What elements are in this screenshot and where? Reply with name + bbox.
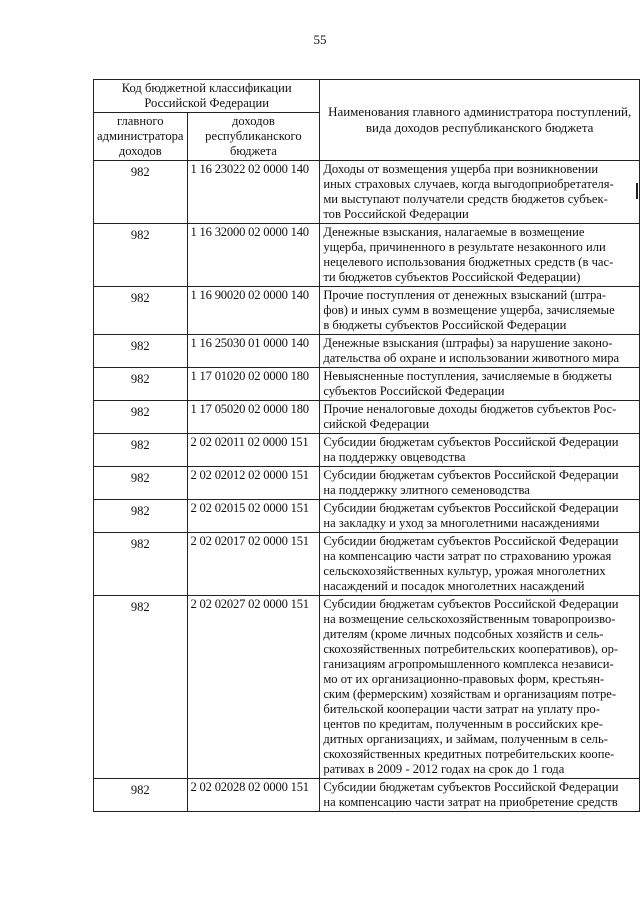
income-code-cell: 1 16 25030 01 0000 140 [187, 335, 320, 368]
income-name-line: дитных организациях, и займам, полученным в сель- [323, 732, 608, 746]
income-name-cell [320, 533, 640, 596]
header-group-code: Код бюджетной классификации Российской Федерации [94, 80, 320, 113]
income-name-line: на поддержку овцеводства [323, 450, 466, 464]
income-name-line: Прочие поступления от денежных взысканий (штра- [323, 288, 607, 302]
income-name-line: сельскохозяйственных культур, урожая многолетних [323, 564, 606, 578]
budget-classification-table [93, 79, 640, 812]
table-row [94, 401, 640, 434]
admin-code-cell: 982 [94, 224, 188, 287]
income-code-cell: 1 16 90020 02 0000 140 [187, 287, 320, 335]
income-name-line: Субсидии бюджетам субъектов Российской Федерации [323, 501, 619, 515]
income-name-line: скохозяйственных кредитных потребительских коопе- [323, 747, 615, 761]
table-row [94, 368, 640, 401]
income-code-cell: 1 17 01020 02 0000 180 [187, 368, 320, 401]
income-name-line: субъектов Российской Федерации [323, 384, 505, 398]
income-name-line: Субсидии бюджетам субъектов Российской Федерации [323, 534, 619, 548]
income-name-line: центов по кредитам, полученным в российских кре- [323, 717, 603, 731]
income-name-line: ти бюджетов субъектов Российской Федерации) [323, 270, 581, 284]
income-name-line: Доходы от возмещения ущерба при возникновении [323, 162, 599, 176]
income-name-line: Субсидии бюджетам субъектов Российской Федерации [323, 435, 619, 449]
income-name-line: в бюджеты субъектов Российской Федерации [323, 318, 567, 332]
admin-code-cell: 982 [94, 779, 188, 812]
income-name-line: дителям (кроме личных подсобных хозяйств и сель- [323, 627, 604, 641]
income-name-cell [320, 368, 640, 401]
income-name-cell [320, 596, 640, 779]
income-name-line: на поддержку элитного семеноводства [323, 483, 530, 497]
income-name-cell [320, 335, 640, 368]
table-row [94, 335, 640, 368]
admin-code-cell: 982 [94, 335, 188, 368]
income-code-cell: 1 16 32000 02 0000 140 [187, 224, 320, 287]
admin-code-cell: 982 [94, 467, 188, 500]
income-code-cell: 2 02 02015 02 0000 151 [187, 500, 320, 533]
income-name-cell [320, 161, 640, 224]
income-name-line: иных страховых случаев, когда выгодоприобретателя- [323, 177, 614, 191]
admin-code-cell: 982 [94, 434, 188, 467]
table-row [94, 161, 640, 224]
table-row [94, 224, 640, 287]
income-name-line: Невыясненные поступления, зачисляемые в бюджеты [323, 369, 612, 383]
income-name-line: сийской Федерации [323, 417, 430, 431]
income-code-cell: 2 02 02028 02 0000 151 [187, 779, 320, 812]
table-row [94, 596, 640, 779]
header-income-column: доходов республиканского бюджета [187, 113, 320, 161]
income-name-line: на закладку и уход за многолетними насаждениями [323, 516, 600, 530]
income-name-line: на компенсацию части затрат по страхованию урожая [323, 549, 612, 563]
income-name-line: мо от их организационно-правовых форм, крестьян- [323, 672, 605, 686]
income-code-cell: 2 02 02027 02 0000 151 [187, 596, 320, 779]
income-code-cell: 2 02 02012 02 0000 151 [187, 467, 320, 500]
admin-code-cell: 982 [94, 368, 188, 401]
income-code-cell: 1 17 05020 02 0000 180 [187, 401, 320, 434]
income-name-line: ми выступают получатели средств бюджетов субъек- [323, 192, 608, 206]
income-name-cell [320, 467, 640, 500]
income-name-cell [320, 287, 640, 335]
income-name-line: ским (фермерским) хозяйствам и организациям потре- [323, 687, 617, 701]
page-number: 55 [313, 32, 327, 47]
income-name-line: ганизациям агропромышленного комплекса независи- [323, 657, 614, 671]
income-name-line: Прочие неналоговые доходы бюджетов субъектов Рос- [323, 402, 617, 416]
income-name-line: фов) и иных сумм в возмещение ущерба, зачисляемые [323, 303, 615, 317]
table-row [94, 533, 640, 596]
admin-code-cell: 982 [94, 596, 188, 779]
income-name-line: бительской кооперации части затрат на уплату про- [323, 702, 600, 716]
income-code-cell: 1 16 23022 02 0000 140 [187, 161, 320, 224]
income-code-cell: 2 02 02011 02 0000 151 [187, 434, 320, 467]
income-name-line: тов Российской Федерации [323, 207, 469, 221]
income-name-line: на компенсацию части затрат на приобретение средств [323, 795, 618, 809]
admin-code-cell: 982 [94, 287, 188, 335]
income-name-line: ративах в 2009 - 2012 годах на срок до 1 года [323, 762, 565, 776]
income-name-line: Субсидии бюджетам субъектов Российской Федерации [323, 468, 619, 482]
admin-code-cell: 982 [94, 401, 188, 434]
income-name-line: Субсидии бюджетам субъектов Российской Федерации [323, 780, 619, 794]
admin-code-cell: 982 [94, 161, 188, 224]
income-name-cell [320, 500, 640, 533]
admin-code-cell: 982 [94, 500, 188, 533]
income-name-line: на возмещение сельскохозяйственным товаропроизво- [323, 612, 616, 626]
income-name-cell [320, 434, 640, 467]
income-name-line: Денежные взыскания (штрафы) за нарушение законо- [323, 336, 613, 350]
table-row [94, 467, 640, 500]
income-name-line: ущерба, причиненного в результате незаконного или [323, 240, 606, 254]
income-name-line: Субсидии бюджетам субъектов Российской Федерации [323, 597, 619, 611]
income-name-line: Денежные взыскания, налагаемые в возмещение [323, 225, 585, 239]
income-name-cell [320, 224, 640, 287]
table-row [94, 287, 640, 335]
admin-code-cell: 982 [94, 533, 188, 596]
header-admin-column: главного администратора доходов [94, 113, 188, 161]
income-name-line: насаждений и посадок многолетних насаждений [323, 579, 585, 593]
table-body [94, 161, 640, 812]
header-name-column: Наименования главного администратора поступлений, вида доходов республиканского бюджета [320, 80, 640, 161]
table-row [94, 500, 640, 533]
income-name-line: дательства об охране и использовании животного мира [323, 351, 620, 365]
table-row [94, 434, 640, 467]
income-name-line: скохозяйственных потребительских кооперативов), ор- [323, 642, 619, 656]
income-name-cell [320, 401, 640, 434]
table-row [94, 779, 640, 812]
income-code-cell: 2 02 02017 02 0000 151 [187, 533, 320, 596]
income-name-cell [320, 779, 640, 812]
income-name-line: нецелевого использования бюджетных средств (в час- [323, 255, 614, 269]
